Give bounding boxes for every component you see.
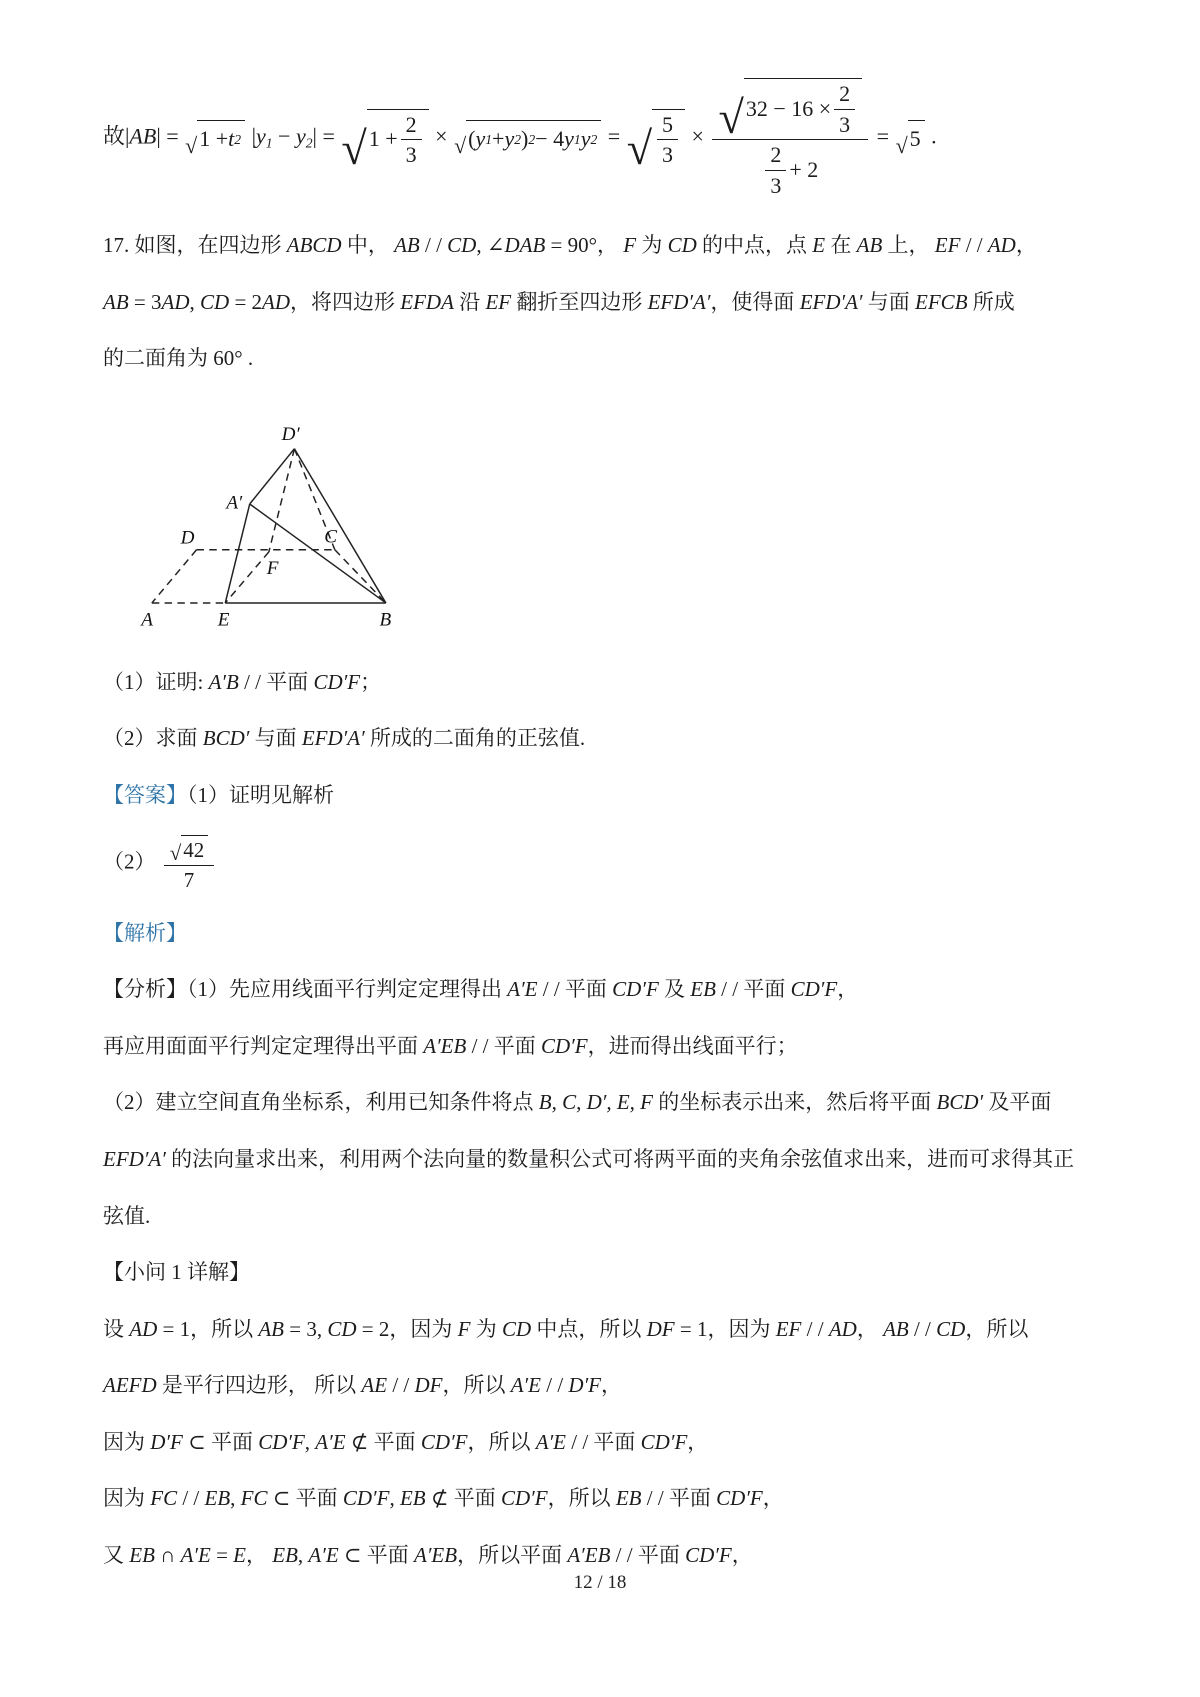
analysis-line-5: 弦值. — [103, 1203, 151, 1228]
figure-svg — [121, 387, 421, 637]
solution-line-3: 因为 D′F ⊂ 平面 CD′F, A′E ⊄ 平面 CD′F，所以 A′E / / 平面 CD′F， — [103, 1429, 709, 1454]
question-17-line-1: 17. 如图，在四边形 ABCD 中， AB / / CD, ∠DAB = 90°， F 为 CD 的中点，点 E 在 AB 上， EF / / AD， — [103, 233, 1037, 257]
geometry-figure — [121, 387, 1103, 642]
vertex-label-Ap: A′ — [226, 491, 243, 513]
analysis-line-3: （2）建立空间直角坐标系，利用已知条件将点 B, C, D′, E, F 的坐标表示出来，然后将平面 BCD′ 及平面 — [103, 1090, 1052, 1115]
dashed-edge-D-A — [152, 549, 197, 602]
vertex-label-B: B — [379, 608, 392, 630]
dashed-edge-C-B — [335, 549, 386, 602]
question-17-part-1: （1）证明: A′B / / 平面 CD′F； — [103, 669, 382, 694]
question-17-line-2: AB = 3AD, CD = 2AD，将四边形 EFDA 沿 EF 翻折至四边形 EFD′A′，使得面 EFD′A′ 与面 EFCB 所成 — [103, 289, 1015, 314]
solution-line-1: 设 AD = 1，所以 AB = 3, CD = 2，因为 F 为 CD 中点，所以 DF = 1，因为 EF / / AD， AB / / CD，所以 — [103, 1316, 1029, 1341]
analysis-line-1: 【分析】（1）先应用线面平行判定定理得出 A′E / / 平面 CD′F 及 EB / / 平面 CD′F， — [103, 977, 859, 1002]
analysis-line-2: 再应用面面平行判定定理得出平面 A′EB / / 平面 CD′F，进而得出线面平行； — [103, 1033, 798, 1058]
vertex-label-E: E — [217, 608, 230, 630]
section-jiexi: 【解析】 — [103, 920, 187, 945]
vertex-label-F: F — [266, 557, 279, 579]
vertex-label-C: C — [324, 525, 337, 547]
solution-line-5: 又 EB ∩ A′E = E， EB, A′E ⊂ 平面 A′EB，所以平面 A′EB / / 平面 CD′F， — [103, 1542, 753, 1567]
formula-ab-length: 故|AB| = √ 1 + t 2 $|y_1 - y_2|$ = √ 1 + $\frac{2}{3}$ × √ ( y 1 + y 2 ) 2 − 4 y 1 y 2 = √ $\frac{5}{3}$ × √ 32 − 16 × $\frac{2}{3}$ $\frac{2}{3}$ + 2 = √ 5 . — [103, 0, 1103, 199]
solid-edge-B-Dp — [294, 448, 385, 602]
answer-line-1: 【答案】（1）证明见解析 — [103, 782, 334, 807]
section-detail-1: 【小问 1 详解】 — [103, 1260, 250, 1285]
solution-line-4: 因为 FC / / EB, FC ⊂ 平面 CD′F, EB ⊄ 平面 CD′F，所以 EB / / 平面 CD′F， — [103, 1486, 784, 1511]
page-number-footer: 12 / 18 — [573, 1572, 627, 1593]
analysis-line-4: EFD′A′ 的法向量求出来，利用两个法向量的数量积公式可将两平面的夹角余弦值求出来，进而可求得其正 — [103, 1146, 1075, 1171]
vertex-label-D: D — [180, 527, 195, 549]
vertex-label-Dp: D′ — [281, 423, 300, 445]
document-lines — [103, 0, 1103, 1571]
solid-edge-Ap-E — [225, 504, 249, 603]
question-17-part-2: （2）求面 BCD′ 与面 EFD′A′ 所成的二面角的正弦值. — [103, 726, 586, 751]
question-17-line-3: 的二面角为 60° . — [103, 346, 254, 371]
solution-line-2: AEFD 是平行四边形， 所以 AE / / DF，所以 A′E / / D′F， — [103, 1373, 622, 1398]
vertex-label-A: A — [141, 608, 153, 630]
solid-edge-Ap-B — [250, 504, 386, 603]
document-page — [103, 0, 1103, 1595]
answer-line-2: （2） √ 42 7 — [103, 835, 1103, 893]
